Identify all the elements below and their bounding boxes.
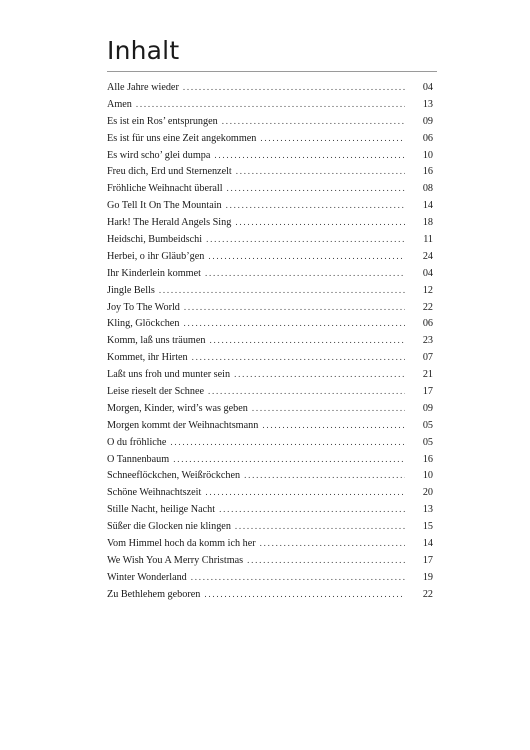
toc-entry [107, 434, 433, 451]
dot-leader [260, 130, 405, 147]
toc-entry [107, 265, 433, 282]
table-of-contents [107, 79, 433, 603]
dot-leader [235, 214, 405, 231]
toc-entry-title: Es wird scho’ glei dumpa [107, 149, 211, 161]
dot-leader [192, 349, 405, 366]
toc-entry-title: Laßt uns froh und munter sein [107, 369, 231, 381]
toc-entry-page-number: 15 [422, 521, 433, 533]
toc-entry-title: Kling, Glöckchen [107, 318, 180, 330]
toc-entry-title: Leise rieselt der Schnee [107, 386, 205, 398]
toc-entry-title: Süßer die Glocken nie klingen [107, 521, 231, 533]
dot-leader [183, 79, 405, 96]
dot-leader [205, 484, 405, 501]
toc-entry-page-number: 21 [422, 369, 433, 381]
toc-entry [107, 332, 433, 349]
toc-entry-title: Hark! The Herald Angels Sing [107, 217, 232, 229]
toc-entry-page-number: 14 [422, 538, 433, 550]
toc-entry [107, 467, 433, 484]
toc-entry [107, 180, 433, 197]
dot-leader [208, 248, 405, 265]
toc-entry-page-number: 11 [423, 234, 433, 246]
dot-leader [247, 552, 405, 569]
toc-entry [107, 501, 433, 518]
toc-entry-page-number: 22 [422, 301, 433, 313]
toc-entry [107, 282, 433, 299]
toc-entry-page-number: 12 [422, 284, 433, 296]
dot-leader [209, 332, 405, 349]
toc-entry-page-number: 05 [422, 419, 433, 431]
dot-leader [236, 163, 405, 180]
toc-entry-title: O du fröhliche [107, 436, 167, 448]
toc-entry-title: O Tannenbaum [107, 453, 170, 465]
dot-leader [262, 417, 405, 434]
toc-entry-page-number: 10 [422, 470, 433, 482]
dot-leader [226, 197, 405, 214]
toc-entry-title: Heidschi, Bumbeidschi [107, 234, 203, 246]
toc-entry-page-number: 06 [422, 318, 433, 330]
toc-entry-title: Schneeflöckchen, Weißröckchen [107, 470, 241, 482]
toc-entry-title: Joy To The World [107, 301, 180, 313]
toc-entry-page-number: 23 [422, 335, 433, 347]
toc-entry-page-number: 10 [422, 149, 433, 161]
toc-entry [107, 451, 433, 468]
toc-entry-page-number: 20 [422, 487, 433, 499]
toc-entry [107, 96, 433, 113]
toc-entry [107, 349, 433, 366]
toc-entry [107, 163, 433, 180]
dot-leader [219, 501, 405, 518]
toc-entry-page-number: 09 [422, 115, 433, 127]
toc-entry-page-number: 19 [422, 571, 433, 583]
toc-entry [107, 366, 433, 383]
toc-entry-title: Go Tell It On The Mountain [107, 200, 222, 212]
toc-entry-page-number: 14 [422, 200, 433, 212]
toc-entry [107, 299, 433, 316]
dot-leader [214, 147, 405, 164]
toc-entry [107, 552, 433, 569]
dot-leader [173, 451, 405, 468]
toc-entry-title: Kommet, ihr Hirten [107, 352, 188, 364]
toc-entry [107, 383, 433, 400]
toc-entry-title: Jingle Bells [107, 284, 155, 296]
toc-entry [107, 130, 433, 147]
toc-entry [107, 315, 433, 332]
toc-entry-title: Freu dich, Erd und Sternenzelt [107, 166, 232, 178]
dot-leader [235, 518, 405, 535]
toc-entry [107, 400, 433, 417]
toc-entry-title: Zu Bethlehem geboren [107, 588, 201, 600]
toc-entry-title: Vom Himmel hoch da komm ich her [107, 538, 256, 550]
toc-entry-title: Herbei, o ihr Gläub’gen [107, 250, 205, 262]
dot-leader [183, 315, 405, 332]
dot-leader [208, 383, 405, 400]
toc-entry-page-number: 16 [422, 166, 433, 178]
toc-entry-title: Stille Nacht, heilige Nacht [107, 504, 216, 516]
toc-entry [107, 535, 433, 552]
dot-leader [205, 265, 405, 282]
dot-leader [222, 113, 405, 130]
toc-entry-page-number: 16 [422, 453, 433, 465]
dot-leader [159, 282, 405, 299]
toc-entry [107, 417, 433, 434]
dot-leader [184, 299, 405, 316]
toc-entry-title: Schöne Weihnachtszeit [107, 487, 202, 499]
dot-leader [234, 366, 405, 383]
toc-entry [107, 197, 433, 214]
title-divider [107, 71, 437, 72]
dot-leader [260, 535, 405, 552]
dot-leader [136, 96, 405, 113]
toc-entry [107, 214, 433, 231]
toc-entry-page-number: 04 [422, 82, 433, 93]
dot-leader [204, 586, 405, 603]
toc-entry [107, 248, 433, 265]
toc-entry-title: Komm, laß uns träumen [107, 335, 206, 347]
toc-entry-page-number: 18 [422, 217, 433, 229]
toc-entry-title: Winter Wonderland [107, 571, 187, 583]
toc-entry-page-number: 07 [422, 352, 433, 364]
toc-entry-page-number: 24 [422, 250, 433, 262]
toc-entry-page-number: 17 [422, 386, 433, 398]
toc-entry-title: We Wish You A Merry Christmas [107, 554, 244, 566]
toc-entry [107, 231, 433, 248]
toc-entry-page-number: 09 [422, 402, 433, 414]
dot-leader [252, 400, 405, 417]
toc-entry-page-number: 04 [422, 267, 433, 279]
toc-entry [107, 586, 433, 603]
toc-entry [107, 569, 433, 586]
toc-entry-page-number: 13 [422, 504, 433, 516]
dot-leader [206, 231, 405, 248]
toc-entry-title: Es ist ein Ros’ entsprungen [107, 115, 218, 127]
toc-entry-page-number: 05 [422, 436, 433, 448]
dot-leader [191, 569, 405, 586]
toc-entry-title: Alle Jahre wieder [107, 82, 179, 93]
toc-entry [107, 79, 433, 96]
toc-entry [107, 147, 433, 164]
toc-entry-page-number: 22 [422, 588, 433, 600]
dot-leader [227, 180, 405, 197]
page-title: Inhalt [107, 36, 180, 65]
toc-entry-title: Fröhliche Weihnacht überall [107, 183, 223, 195]
toc-entry [107, 518, 433, 535]
toc-entry-page-number: 13 [422, 98, 433, 110]
toc-entry-title: Ihr Kinderlein kommet [107, 267, 201, 279]
toc-entry-page-number: 08 [422, 183, 433, 195]
toc-entry-page-number: 06 [422, 132, 433, 144]
toc-entry-title: Es ist für uns eine Zeit angekommen [107, 132, 257, 144]
toc-entry [107, 484, 433, 501]
toc-entry [107, 113, 433, 130]
toc-entry-title: Morgen, Kinder, wird’s was geben [107, 402, 248, 414]
toc-entry-title: Amen [107, 98, 132, 110]
toc-entry-title: Morgen kommt der Weihnachtsmann [107, 419, 259, 431]
toc-entry-page-number: 17 [422, 554, 433, 566]
dot-leader [244, 467, 405, 484]
dot-leader [170, 434, 405, 451]
